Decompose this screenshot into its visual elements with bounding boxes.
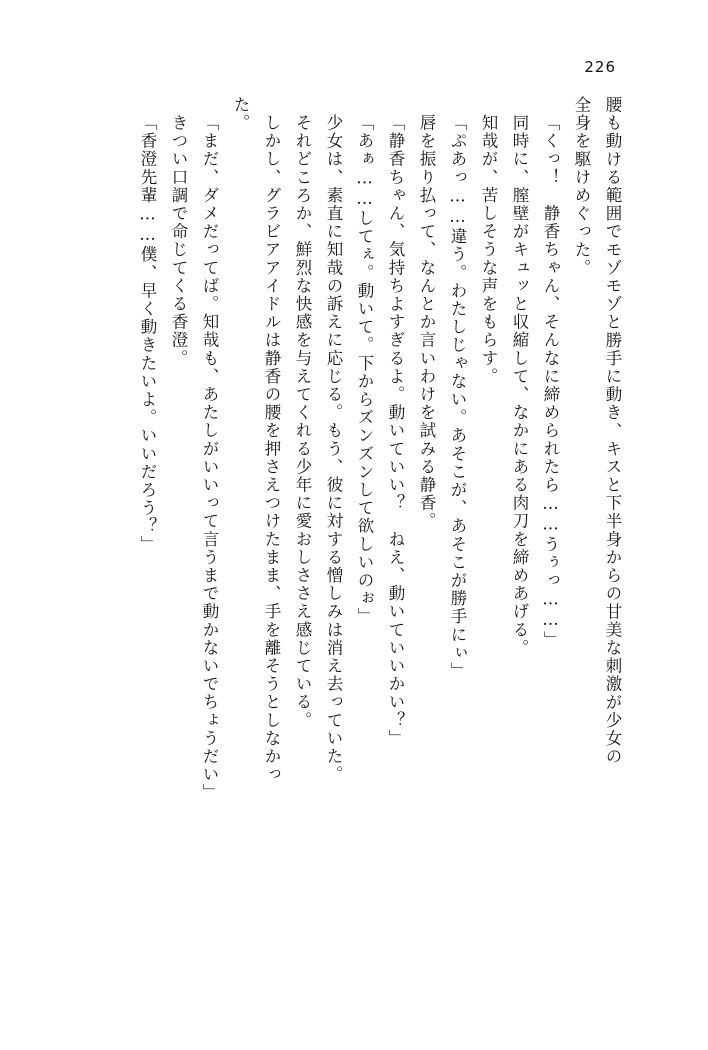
text-column: 少女は、素直に知哉の訴えに応じる。もう、彼に対する憎しみは消え去っていた。 <box>324 114 343 784</box>
text-column: た。 <box>231 96 250 133</box>
vertical-text-block <box>60 96 620 976</box>
text-column: きつい口調で命じてくる香澄。 <box>169 114 188 368</box>
text-column: 唇を振り払って、なんとか言いわけを試みる静香。 <box>417 114 436 531</box>
text-column: 「まだ、ダメだってば。知哉も、あたしがいいって言うまで動かないでちょうだい」 <box>200 114 219 802</box>
text-column: 「くっ！ 静香ちゃん、そんなに締められたら……うぅっ……」 <box>541 114 560 649</box>
text-column: 「ぷあっ……違う。わたしじゃない。あそこが、あそこが勝手にぃ」 <box>448 114 467 681</box>
text-column: それどころか、鮮烈な快感を与えてくれる少年に愛おしささえ感じている。 <box>293 114 312 730</box>
text-column: 全身を駆けめぐった。 <box>572 96 591 277</box>
text-column: 同時に、膣壁がキュッと収縮して、なかにある肉刀を締めあげる。 <box>510 114 529 657</box>
text-column: しかし、グラビアアイドルは静香の腰を押さえつけたまま、手を離そうとしなかっ <box>262 114 281 784</box>
text-column: 腰も動ける範囲でモゾモゾと勝手に動き、キスと下半身からの甘美な刺激が少女の <box>603 96 622 766</box>
text-column: 「香澄先輩……僕、早く動きたいよ。いいだろう？」 <box>138 114 157 554</box>
page-number: 226 <box>584 58 616 76</box>
text-column: 「あぁ……してぇ。動いて。下からズンズンして欲しいのぉ」 <box>355 114 374 626</box>
text-column: 「静香ちゃん、気持ちよすぎるよ。動いていい？ ねえ、動いていいかい？」 <box>386 114 405 748</box>
text-column: 知哉が、苦しそうな声をもらす。 <box>479 114 498 386</box>
